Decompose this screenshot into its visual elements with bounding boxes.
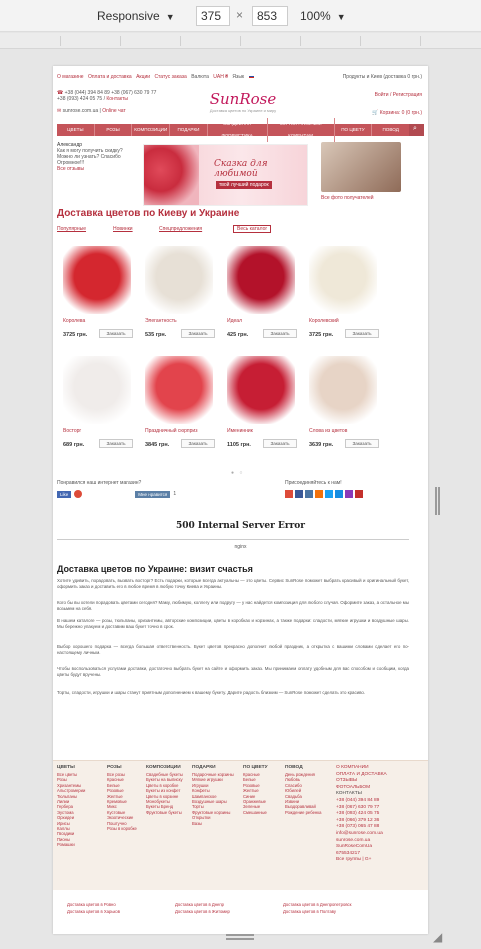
footer-phone[interactable]: +38 (044) 394 84 89: [336, 797, 380, 803]
phone-block: ☎ +38 (044) 394 84 89 +38 (067) 630 79 77 +38 (093) 424 05 75 / Контакты ✉ sunrose.com.ua | Online чат: [57, 90, 157, 114]
vk-like-button[interactable]: Мне нравится: [135, 491, 170, 498]
footer-link[interactable]: Розы: [57, 777, 67, 783]
devtools-toolbar: [0, 0, 481, 32]
site-logo[interactable]: [193, 90, 293, 118]
like-buttons: [57, 490, 176, 498]
nav-corporate[interactable]: КОРПОРАТИВНЫМ КЛИЕНТАМ: [268, 118, 335, 142]
footer-link[interactable]: Фруктовые букеты: [146, 809, 182, 815]
chevron-down-icon: ▼: [165, 12, 175, 22]
product-name[interactable]: Восторг: [63, 428, 82, 434]
like-count: 1: [173, 491, 177, 497]
login-link[interactable]: Войти / Регистрация: [374, 92, 422, 98]
footer-col-title: ПОДАРКИ: [192, 765, 216, 770]
like-question: Понравился наш интернет магазин?: [57, 480, 142, 486]
order-button[interactable]: Заказать: [181, 329, 215, 338]
product-card[interactable]: [139, 352, 219, 472]
product-price: 3725 грн.: [309, 332, 334, 338]
footer-link[interactable]: Цветы в коробке: [146, 782, 179, 788]
product-card[interactable]: [139, 242, 219, 362]
footer-link[interactable]: Цветы в корзине: [146, 793, 179, 799]
social-icons: [285, 490, 363, 498]
nav-by-color[interactable]: ПО ЦВЕТУ: [335, 124, 373, 136]
nav-wedding[interactable]: СВАДЕБНАЯ ФЛОРИСТИКА: [208, 118, 268, 142]
instagram-icon[interactable]: [345, 490, 353, 498]
odnoklassniki-icon[interactable]: [315, 490, 323, 498]
zoom-dropdown[interactable]: 100% ▼: [300, 9, 346, 23]
banner-subtitle: твой лучший подарок: [216, 181, 272, 189]
footer-link[interactable]: Свадьба: [285, 793, 302, 799]
footer-link[interactable]: Орхидеи: [57, 815, 75, 821]
error-title: 500 Internal Server Error: [175, 521, 306, 531]
cart-icon[interactable]: 🛒: [372, 110, 379, 116]
logo-tagline: Доставка цветов по Украине и миру: [209, 108, 277, 113]
footer-link[interactable]: Пионы: [57, 836, 71, 842]
city-link[interactable]: Доставка цветов в Харьков: [67, 909, 120, 914]
seo-paragraph: Выбор хорошего подарка — всегда большая ответственность. Букет цветов прекрасно дополнит любой праздник, а открытка с вашими словами сделает его по-настоящему личным.: [57, 644, 409, 655]
footer-link[interactable]: Поштучно: [107, 820, 127, 826]
product-image[interactable]: [309, 246, 377, 314]
footer-link[interactable]: Лилии: [57, 799, 70, 805]
currency-label: Валюта: [191, 74, 209, 80]
footer-link[interactable]: Шампанское: [192, 793, 217, 799]
footer-link[interactable]: Микс: [107, 804, 117, 810]
logo-name: SunRose: [209, 90, 277, 108]
seo-paragraph: Чтобы воспользоваться услугами доставки, достаточно выбрать букет на сайте и оформить заказ. Мы принимаем оплату удобным для вас способом и сообщим, когда цветы будут вручены.: [57, 666, 409, 677]
banner-roses-image: [144, 145, 199, 206]
product-image[interactable]: [63, 356, 131, 424]
footer-link[interactable]: Розовые: [243, 782, 260, 788]
footer-link[interactable]: Все розы: [107, 772, 125, 777]
divider: [57, 539, 409, 540]
flag-icon[interactable]: [249, 75, 254, 78]
order-status-link[interactable]: Статус заказа: [154, 74, 187, 80]
nav-flowers[interactable]: ЦВЕТЫ: [57, 124, 95, 136]
product-card[interactable]: [57, 352, 137, 472]
city-link[interactable]: Доставка цветов в Полтаву: [283, 909, 337, 914]
recipient-photo[interactable]: [321, 142, 401, 192]
footer-link[interactable]: Мягкие игрушки: [192, 777, 223, 783]
footer-groups[interactable]: Все группы | G+: [336, 857, 372, 863]
order-button[interactable]: Заказать: [263, 329, 297, 338]
footer-col-occasion: [285, 765, 335, 815]
viewport-height-input[interactable]: 853: [252, 6, 288, 26]
order-button[interactable]: Заказать: [345, 439, 379, 448]
email-link[interactable]: sunrose.com.ua: [62, 108, 99, 114]
city-link[interactable]: Доставка цветов в Днепр: [175, 902, 224, 907]
footer-col-title: ПОВОД: [285, 765, 303, 770]
product-name[interactable]: Идеал: [227, 318, 242, 324]
chat-link[interactable]: Online чат: [102, 108, 126, 114]
footer-link[interactable]: Кустовые: [107, 809, 126, 815]
nav-occasion[interactable]: ПОВОД: [382, 127, 399, 132]
footer-link[interactable]: Выздоравливай: [285, 804, 316, 810]
product-image[interactable]: [63, 246, 131, 314]
footer-photos-link[interactable]: ФОТОАЛЬБОМ: [336, 784, 371, 790]
footer-link[interactable]: Букеты из конфет: [146, 788, 181, 794]
footer-link[interactable]: Белые: [107, 782, 120, 788]
footer-icq[interactable]: 675534217: [336, 850, 361, 856]
search-button[interactable]: [409, 124, 424, 136]
review-box: [57, 142, 137, 172]
product-name[interactable]: Королевский: [309, 318, 339, 324]
product-image[interactable]: [145, 246, 213, 314]
footer-link[interactable]: Желтые: [243, 788, 259, 794]
footer-col-title: РОЗЫ: [107, 765, 122, 770]
banner-line-1: Сказка для: [214, 159, 268, 169]
footer-link[interactable]: Тюльпаны: [57, 793, 77, 799]
footer-reviews-link[interactable]: ОТЗЫВЫ: [336, 778, 358, 784]
footer-link[interactable]: Рождение ребенка: [285, 809, 322, 815]
order-button[interactable]: Заказать: [99, 439, 133, 448]
seo-paragraph: В нашем каталоге — розы, тюльпаны, хризантемы, авторские композиции, цветы в коробках и корзинах, а также подарки: сладости, мягкие игрушки и воздушные шары. Мы бережно упакуем и доставим ваш букет точно в срок.: [57, 618, 409, 629]
product-price: 3639 грн.: [309, 442, 334, 448]
footer-link[interactable]: Смешанные: [243, 809, 267, 815]
dimension-separator: ×: [236, 8, 244, 22]
nav-compositions[interactable]: КОМПОЗИЦИИ: [132, 124, 170, 136]
full-catalog-button[interactable]: Весь каталог: [233, 225, 271, 233]
footer-link[interactable]: Розы в коробке: [107, 826, 137, 832]
product-name[interactable]: Элегантность: [145, 318, 177, 324]
footer-site[interactable]: sunrose.com.ua: [336, 837, 371, 843]
footer-right-col: [336, 765, 416, 864]
footer-col-compositions: [146, 765, 198, 815]
footer-col-by-color: [243, 765, 283, 815]
product-tabs: [57, 226, 317, 234]
mailru-icon[interactable]: [335, 490, 343, 498]
footer-link[interactable]: Кремовые: [107, 799, 127, 805]
contacts-link[interactable]: Контакты: [106, 96, 128, 102]
product-image[interactable]: [227, 246, 295, 314]
footer-link[interactable]: Любовь: [285, 777, 301, 783]
youtube-icon[interactable]: [355, 490, 363, 498]
footer-contacts-title: КОНТАКТЫ: [336, 791, 362, 797]
order-button[interactable]: Заказать: [181, 439, 215, 448]
seo-paragraph: Торты, сладости, игрушки и шары станут приятным дополнением к вашему букету. Дарите радость близким — SunRose поможет сделать это красиво.: [57, 690, 366, 695]
reviewer-name: Александр: [57, 142, 83, 148]
footer-phone[interactable]: +38 (066) 379 12 36: [336, 817, 380, 823]
about-link[interactable]: О магазине: [57, 74, 84, 80]
fb-like-button[interactable]: Like: [57, 491, 71, 498]
footer-col-title: КОМПОЗИЦИИ: [146, 765, 181, 770]
promo-banner[interactable]: [143, 144, 308, 206]
page-title: Доставка цветов по Киеву и Украине: [57, 208, 240, 219]
twitter-icon[interactable]: [325, 490, 333, 498]
footer-skype[interactable]: SunRoseComUa: [336, 844, 372, 850]
product-name[interactable]: Праздничный сюрприз: [145, 428, 198, 434]
footer-link[interactable]: Желтые: [107, 793, 123, 799]
top-bar: [57, 74, 422, 82]
footer-link[interactable]: Букеты Бренд: [146, 804, 174, 810]
footer-link[interactable]: Юбилей: [285, 788, 302, 794]
footer-link[interactable]: Розовые: [107, 788, 124, 794]
footer-link[interactable]: Эустома: [57, 809, 74, 815]
emulated-viewport: [53, 66, 428, 934]
product-card[interactable]: [221, 242, 301, 362]
device-mode-dropdown[interactable]: Responsive ▼: [97, 9, 175, 23]
gplus-button[interactable]: [74, 490, 82, 498]
order-button[interactable]: Заказать: [263, 439, 297, 448]
media-query-ruler[interactable]: [0, 33, 481, 49]
footer-link[interactable]: Красные: [107, 777, 124, 783]
product-image[interactable]: [145, 356, 213, 424]
city-link[interactable]: Доставка цветов в Днепропетровск: [283, 902, 352, 907]
account-block: [372, 92, 422, 116]
currency-select[interactable]: UAH ₴: [213, 74, 229, 80]
chevron-down-icon: ▼: [336, 12, 346, 22]
product-price: 689 грн.: [63, 442, 85, 448]
footer-phone[interactable]: +38 (067) 630 79 77: [336, 804, 380, 810]
footer-link[interactable]: Оранжевые: [243, 799, 266, 805]
resize-handle-bottom[interactable]: [226, 934, 254, 940]
facebook-icon[interactable]: [295, 490, 303, 498]
site-header: [57, 88, 422, 122]
viewport-width-input[interactable]: 375: [196, 6, 230, 26]
tab-special[interactable]: Спецпредложения: [159, 226, 203, 232]
join-us-label: Присоединяйтесь к нам!: [285, 480, 342, 486]
footer-link[interactable]: Свадебные букеты: [146, 772, 183, 777]
tab-popular[interactable]: Популярные: [57, 226, 87, 232]
product-image[interactable]: [227, 356, 295, 424]
review-text: Как я могу получить скидку? Можно ли узнать? Спасибо Огромное!!!: [57, 148, 123, 166]
footer-col-title: ЦВЕТЫ: [57, 765, 75, 770]
footer-col-gifts: [192, 765, 244, 826]
footer-link[interactable]: Фруктовые корзины: [192, 809, 231, 815]
resize-corner-icon[interactable]: ◢: [433, 930, 443, 944]
seo-paragraph: Хотите удивить, порадовать, вызвать восторг? Есть подарки, которые всегда актуальны — это цветы. Сервис SunRose поможет выбрать красивый и оригинальный букет, оформить заказ и доставить его в любое время в любую точку Киева и Украины.: [57, 578, 409, 589]
footer-phone[interactable]: +38 (073) 065 47 88: [336, 824, 380, 830]
footer-phone[interactable]: +38 (093) 424 05 75: [336, 811, 380, 817]
footer-link[interactable]: День рождения: [285, 772, 315, 777]
footer-link[interactable]: Игрушки: [192, 782, 209, 788]
phone-2[interactable]: +38 (067) 630 79 77: [111, 90, 157, 96]
footer-link[interactable]: Альстромерии: [57, 788, 86, 794]
product-card[interactable]: [57, 242, 137, 362]
phone-1[interactable]: +38 (044) 394 84 89: [64, 90, 110, 96]
resize-handle-right[interactable]: [435, 487, 440, 515]
footer-link[interactable]: Белые: [243, 777, 256, 783]
product-card[interactable]: [303, 242, 383, 362]
footer-link[interactable]: Гвоздики: [57, 831, 75, 837]
vk-icon[interactable]: [305, 490, 313, 498]
banner-line-2: любимой: [214, 169, 258, 179]
all-photos-link[interactable]: Все фото получателей: [321, 195, 374, 201]
site-footer: [53, 760, 428, 890]
city-link[interactable]: Доставка цветов в Ровно: [67, 902, 116, 907]
seo-paragraph: Кого бы вы хотели порадовать цветами сегодня? Маму, любимую, коллегу или подругу — у нас найдется композиция для любого случая. Оформите заказ, а остальное мы возьмем на себя.: [57, 600, 409, 611]
main-nav: [57, 121, 409, 138]
footer-link[interactable]: Спасибо: [285, 782, 302, 788]
phone-3[interactable]: +38 (093) 424 05 75: [57, 96, 103, 102]
product-price: 1105 грн.: [227, 442, 251, 448]
search-icon: ⌕: [413, 125, 417, 132]
product-card[interactable]: [303, 352, 383, 472]
footer-link[interactable]: Извини: [285, 799, 300, 805]
footer-link[interactable]: Экзотические: [107, 815, 134, 821]
city-links: [53, 892, 428, 934]
product-price: 425 грн.: [227, 332, 249, 338]
footer-link[interactable]: Красные: [243, 772, 260, 777]
cart-link[interactable]: Корзина: 0 (0 грн.): [379, 110, 422, 116]
social-block: [57, 480, 422, 510]
footer-link[interactable]: Воздушные шары: [192, 799, 227, 805]
footer-col-flowers: [57, 765, 109, 848]
footer-link[interactable]: Монобукеты: [146, 799, 170, 805]
tab-new[interactable]: Новинки: [113, 226, 133, 232]
footer-link[interactable]: Ирисы: [57, 820, 70, 826]
product-price: 3725 грн.: [63, 332, 88, 338]
nav-gifts[interactable]: ПОДАРКИ: [170, 124, 208, 136]
product-name[interactable]: Именинник: [227, 428, 253, 434]
footer-link[interactable]: Хризантемы: [57, 782, 82, 788]
product-card[interactable]: [221, 352, 301, 472]
footer-link[interactable]: Синие: [243, 793, 256, 799]
phone-icon: ☎: [57, 90, 64, 96]
footer-link[interactable]: Зеленые: [243, 804, 261, 810]
error-server: nginx: [234, 544, 247, 550]
footer-delivery-link[interactable]: ОПЛАТА И ДОСТАВКА: [336, 771, 387, 777]
product-name[interactable]: Королева: [63, 318, 86, 324]
footer-link[interactable]: Гербера: [57, 804, 73, 810]
footer-link[interactable]: Торты: [192, 804, 204, 810]
photo-box: [321, 142, 401, 201]
mail-icon: ✉: [57, 108, 62, 114]
footer-link[interactable]: Все цветы: [57, 772, 78, 777]
footer-link[interactable]: Открытки: [192, 815, 211, 821]
footer-link[interactable]: Подарочные корзины: [192, 772, 234, 777]
footer-link[interactable]: Вазы: [192, 820, 203, 826]
footer-email[interactable]: info@sunrose.com.ua: [336, 830, 383, 836]
order-button[interactable]: Заказать: [345, 329, 379, 338]
delivery-info: Продукты и Киев (доставка 0 грн.): [342, 74, 422, 80]
city-link[interactable]: Доставка цветов в Житомир: [175, 909, 230, 914]
carousel-dots[interactable]: ● ○: [231, 470, 245, 476]
nav-roses[interactable]: РОЗЫ: [95, 124, 133, 136]
footer-link[interactable]: Ромашки: [57, 842, 75, 848]
gplus-icon[interactable]: [285, 490, 293, 498]
footer-about-link[interactable]: О КОМПАНИИ: [336, 765, 369, 770]
promo-link[interactable]: Акции: [136, 74, 151, 80]
footer-link[interactable]: Каллы: [57, 826, 70, 832]
seo-title: Доставка цветов по Украине: визит счастья: [57, 564, 253, 574]
product-image[interactable]: [309, 356, 377, 424]
order-button[interactable]: Заказать: [99, 329, 133, 338]
delivery-link[interactable]: Оплата и доставка: [87, 74, 132, 80]
product-price: 3845 грн.: [145, 442, 170, 448]
footer-col-title: ПО ЦВЕТУ: [243, 765, 268, 770]
all-reviews-link[interactable]: Все отзывы: [57, 166, 85, 172]
product-name[interactable]: Слова из цветов: [309, 428, 348, 434]
footer-link[interactable]: Конфеты: [192, 788, 210, 794]
footer-link[interactable]: Букеты на выписку: [146, 777, 183, 783]
product-price: 535 грн.: [145, 332, 167, 338]
language-label: Язык: [232, 74, 245, 80]
